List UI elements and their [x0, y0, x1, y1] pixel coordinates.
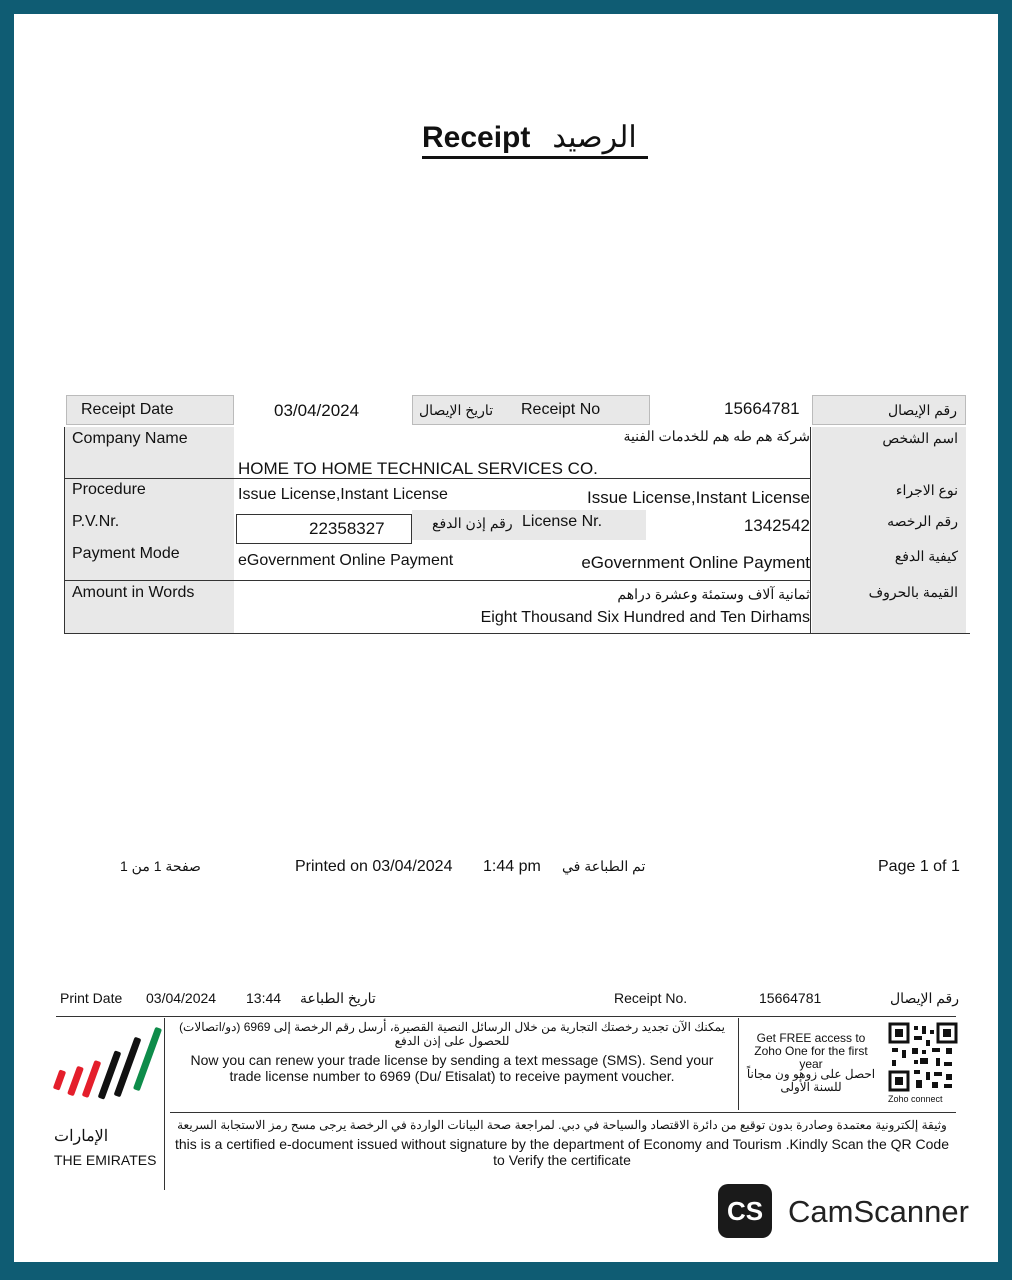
- title-underline: [422, 156, 648, 159]
- payment-value-1: eGovernment Online Payment: [238, 552, 454, 569]
- receipt-date-value: 03/04/2024: [274, 401, 360, 420]
- zoho-divider: [738, 1018, 739, 1110]
- pvn-value: 22358327: [236, 514, 412, 544]
- license-ar: رقم الرخصه: [887, 513, 958, 529]
- voucher-receipt-label: Receipt No.: [614, 990, 688, 1006]
- payment-label: Payment Mode: [72, 545, 180, 562]
- camscanner-logo-icon: CS: [718, 1184, 772, 1238]
- amount-label: Amount in Words: [72, 584, 195, 601]
- amount-value-ar: ثمانية آلاف وستمئة وعشرة دراهم: [617, 586, 810, 602]
- pvn-label: P.V.Nr.: [72, 513, 120, 530]
- procedure-ar: نوع الاجراء: [895, 482, 958, 498]
- amount-value-en: Eight Thousand Six Hundred and Ten Dirhams: [480, 609, 810, 626]
- title-en: Receipt: [422, 121, 531, 154]
- pvn-ar: رقم إذن الدفع: [432, 515, 513, 531]
- renew-en: Now you can renew your trade license by sending a text message (SMS). Send your trade license number to 6969 (Du/ Etisalat) to receive payment voucher.: [190, 1052, 714, 1084]
- logo-divider: [164, 1018, 165, 1190]
- certified-ar: وثيقة إلكترونية معتمدة وصادرة بدون توقيع من دائرة الاقتصاد والسياحة في دبي. لمراجعة صحة البيانات الواردة في الرخصة يرجى مسح رمز الاستجابة السريعة: [177, 1118, 947, 1132]
- company-ar: اسم الشخص: [882, 430, 958, 446]
- pvn-ar-cell: [412, 510, 646, 540]
- print-date-label: Print Date: [60, 990, 123, 1006]
- print-date-ar: تاريخ الطباعة: [300, 990, 376, 1006]
- divider: [170, 1112, 956, 1113]
- payment-value-2: eGovernment Online Payment: [581, 553, 810, 572]
- emirates-logo-icon: [52, 1026, 152, 1116]
- receipt-date-ar: تاريخ الإيصال: [419, 402, 494, 418]
- left-border: [64, 427, 65, 633]
- voucher-receipt-value: 15664781: [759, 990, 822, 1006]
- qr-caption: Zoho connect: [888, 1094, 943, 1104]
- amount-ar: القيمة بالحروف: [868, 584, 958, 600]
- divider: [56, 1016, 956, 1017]
- receipt-date-label: Receipt Date: [66, 395, 234, 425]
- qr-code-icon[interactable]: [888, 1022, 958, 1092]
- receipt-page: [14, 14, 998, 1262]
- page-number-en: Page 1 of 1: [878, 858, 960, 875]
- camscanner-name: CamScanner: [788, 1194, 969, 1229]
- page-title: [422, 120, 637, 155]
- divider: [64, 580, 234, 581]
- divider: [64, 633, 970, 634]
- receipt-no-label: Receipt No: [521, 401, 601, 418]
- print-date-value: 03/04/2024: [146, 990, 217, 1006]
- procedure-label: Procedure: [72, 481, 146, 498]
- right-divider: [810, 427, 811, 633]
- receipt-no-ar: رقم الإيصال: [812, 395, 966, 425]
- divider: [234, 478, 810, 479]
- certified-en: this is a certified e-document issued without signature by the department of Economy and Tourism .Kindly Scan the QR Code to Verify the certificate: [174, 1136, 950, 1168]
- renew-ar: يمكنك الآن تجديد رخصتك التجارية من خلال الرسائل النصية القصيرة، أرسل رقم الرخصة إلى 6969 (دو/اتصالات) للحصول على إذن الدفع: [179, 1020, 725, 1048]
- zoho-en: Get FREE access to Zoho One for the first year: [754, 1031, 868, 1071]
- divider: [64, 478, 234, 479]
- printed-on: Printed on 03/04/2024: [295, 858, 453, 875]
- title-ar: الرصيد: [552, 121, 637, 154]
- company-value-en: HOME TO HOME TECHNICAL SERVICES CO.: [238, 459, 598, 478]
- license-value: 1342542: [743, 516, 810, 535]
- receipt-no-value: 15664781: [724, 399, 800, 418]
- divider: [234, 580, 810, 581]
- company-value-ar: شركة هم طه هم للخدمات الفنية: [623, 428, 810, 444]
- receipt-date-ar-cell: [412, 395, 650, 425]
- company-label: Company Name: [72, 430, 188, 447]
- license-label: License Nr.: [522, 513, 603, 530]
- printed-ar: تم الطباعة في: [562, 858, 646, 874]
- emirates-ar: الإمارات: [54, 1128, 109, 1145]
- procedure-value-1: Issue License,Instant License: [238, 486, 448, 503]
- emirates-en: THE EMIRATES: [54, 1152, 157, 1168]
- voucher-receipt-ar: رقم الإيصال: [890, 990, 960, 1006]
- procedure-value-2: Issue License,Instant License: [586, 488, 810, 507]
- printed-time: 1:44 pm: [483, 858, 541, 875]
- payment-ar: كيفية الدفع: [894, 548, 958, 564]
- zoho-ar: احصل على زوهو ون مجاناً للسنة الأولى: [746, 1067, 876, 1094]
- print-time: 13:44: [246, 990, 282, 1006]
- page-number-ar: صفحة 1 من 1: [120, 858, 201, 874]
- ar-label-column: [812, 427, 966, 633]
